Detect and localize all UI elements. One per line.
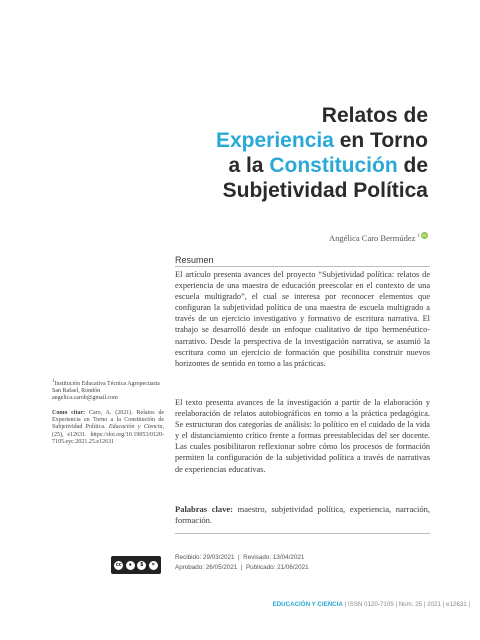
nc-icon: $: [137, 561, 146, 570]
author-footnote-mark: 1: [417, 234, 420, 240]
cite-label: Como citar:: [52, 410, 86, 416]
title-accent-experiencia: Experiencia: [215, 129, 334, 152]
abstract-heading: Resumen: [175, 255, 214, 265]
footer-article-id: e12631: [446, 601, 467, 608]
keywords: [175, 504, 430, 526]
citation-block: [52, 410, 164, 446]
title-line-3-rest: de: [397, 154, 428, 177]
keywords-label: Palabras clave:: [175, 504, 234, 514]
abstract-bottom-rule: [175, 533, 430, 534]
title-accent-constitucion: Constitución: [269, 154, 398, 177]
date-received: Recibido: 29/03/2021: [175, 554, 235, 561]
author-name: Angélica Caro Bermúdez: [328, 233, 416, 243]
footer-year: 2021: [427, 601, 441, 608]
title-line-2-rest: en Torno: [333, 129, 428, 152]
title-line-4: Subjetividad Política: [222, 179, 428, 202]
author-affiliation: [52, 378, 164, 403]
keywords-value: maestro, subjetividad política, experiencia, narración, formación.: [175, 504, 430, 526]
article-title: [128, 103, 428, 203]
cite-post[interactable]: , (25), e12631. https://doi.org/10.19053/0120-7105.eyc.2021.25.e12631: [52, 424, 164, 445]
affiliation-text: Institución Educativa Técnica Agropecuaria San Rafael, Rondón: [52, 381, 160, 395]
publication-dates: Recibido: 29/03/2021 | Revisado: 13/04/2021 Aprobado: 26/05/2021 | Publicado: 21/06/2021: [175, 554, 309, 571]
title-line-1: Relatos de: [321, 104, 428, 127]
orcid-icon[interactable]: iD: [422, 233, 427, 238]
page-footer: EDUCACIÓN Y CIENCIA | ISSN 0120-7105 | Núm. 25 | 2021 | e12631 |: [272, 601, 470, 608]
by-icon: ●: [126, 561, 135, 570]
abstract-paragraph-1: El artículo presenta avances del proyecto “Subjetividad política: relatos de experiencia de una maestra de educación preescolar en el contexto de una escuela multigrado”, el cual se interesa por reconocer elementos que configuran la subjetividad política de una maestra de escuela multigrado a través de un ejercicio investigativo y formativo de escritura narrativa. El trabajo se desarrolló desde un enfoque cualitativo de tipo hermenéutico-narrativo. Desde la perspectiva de la investigación narrativa, se asumió la escritura como un ejercicio de formación que posibilita construir nuevos horizontes de sentido en torno a las prácticas.: [175, 270, 430, 368]
date-published: Publicado: 21/06/2021: [245, 564, 309, 571]
footer-journal: EDUCACIÓN Y CIENCIA: [272, 601, 343, 608]
footer-number: Núm. 25: [398, 601, 423, 608]
abstract-top-rule: [175, 266, 430, 267]
date-approved: Aprobado: 26/05/2021: [175, 564, 238, 571]
cite-pre: Caro, A. (2021). Relatos de Experiencia en Torno a la Constitución de Subjetividad Política.: [52, 410, 164, 431]
author-line: [178, 232, 428, 243]
cite-journal: Educación y Ciencia: [108, 424, 163, 431]
abstract-paragraph-2: El texto presenta avances de la investigación a partir de la elaboración y reelaboración de relatos autobiográficos en torno a la práctica pedagógica. Se estructuran dos categorías de análisis: lo político en el cuidado de la vida y el distanciamiento crítico frente a formas preestablecidas del ser docente. Las cuales posibilitaron reflexionar sobre cómo los procesos de formación permiten la configuración de la subjetividad política a través de narrativas de experiencias educativas.: [175, 398, 430, 474]
cc-icon: cc: [115, 561, 122, 568]
affiliation-footnote-mark: 1: [52, 379, 55, 384]
cc-license-badge[interactable]: [111, 556, 161, 574]
footer-issn: ISSN 0120-7105: [347, 601, 394, 608]
date-revised: Revisado: 13/04/2021: [243, 554, 305, 561]
author-email[interactable]: angelica.carob@gmail.com: [52, 395, 118, 402]
title-line-3-pre: a la: [228, 154, 270, 177]
nd-icon: =: [149, 561, 158, 570]
